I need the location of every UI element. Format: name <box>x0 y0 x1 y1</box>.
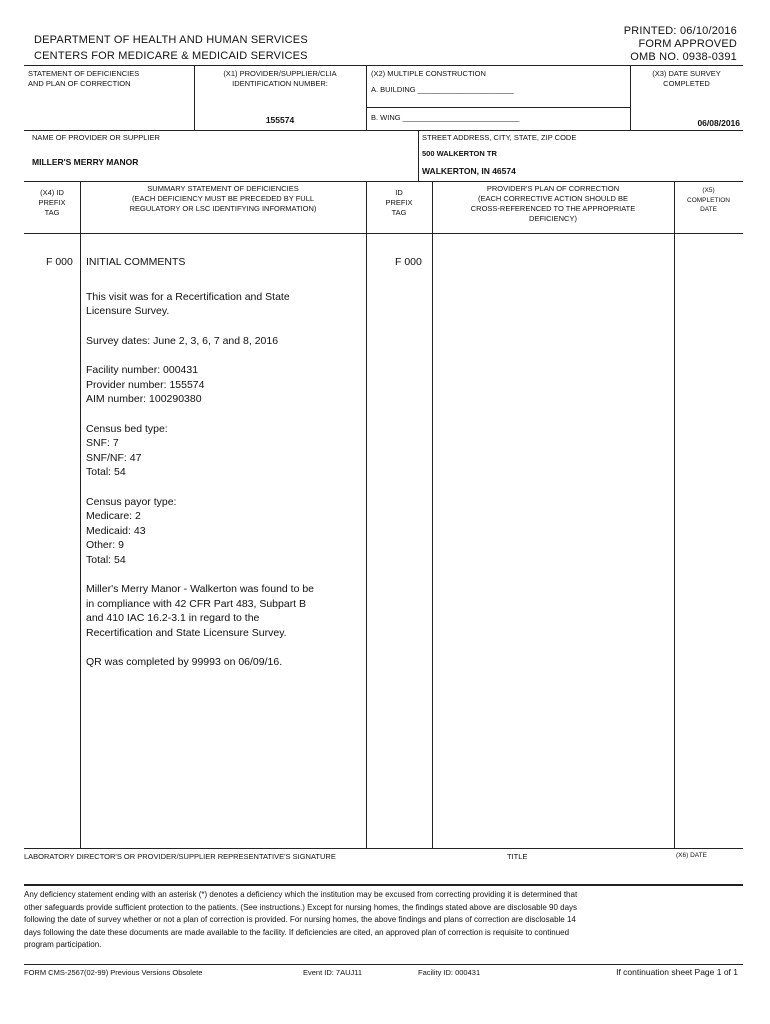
text-line: Any deficiency statement ending with an asterisk (*) denotes a deficiency which the institution may be excused from correcting providing it is determined that <box>24 890 578 899</box>
rule-col-x4 <box>80 181 81 848</box>
x4-header-line-3: TAG <box>44 208 60 217</box>
x2-wing: B. WING ____________________________ <box>371 113 520 122</box>
paragraph-facility-numbers <box>86 363 362 407</box>
street-address-label: STREET ADDRESS, CITY, STATE, ZIP CODE <box>422 133 577 142</box>
initial-comments-heading: INITIAL COMMENTS <box>86 256 186 268</box>
summary-header-line-1: SUMMARY STATEMENT OF DEFICIENCIES <box>147 184 299 193</box>
disclosure-note <box>24 889 754 952</box>
id-column-header <box>366 188 432 218</box>
text-line: QR was completed by 99993 on 06/09/16. <box>86 656 283 668</box>
text-line: program participation. <box>24 940 102 949</box>
rule-columns <box>24 181 743 182</box>
printed-date: PRINTED: 06/10/2016 <box>623 25 737 37</box>
text-line: Medicare: 2 <box>86 510 141 522</box>
paragraph-qr <box>86 655 362 670</box>
plan-header-line-4: DEFICIENCY) <box>529 214 577 223</box>
plan-header-line-1: PROVIDER'S PLAN OF CORRECTION <box>486 184 620 193</box>
text-line: and 410 IAC 16.2-3.1 in regard to the <box>86 612 260 624</box>
rule-signature-bottom <box>24 884 743 886</box>
facility-id: Facility ID: 000431 <box>418 968 481 977</box>
street-address-line-2: WALKERTON, IN 46574 <box>422 166 516 176</box>
statement-label <box>28 69 139 89</box>
id-header-line-1: ID <box>395 188 403 197</box>
summary-header-line-2: (EACH DEFICIENCY MUST BE PRECEDED BY FULL <box>131 194 315 203</box>
provider-name-label: NAME OF PROVIDER OR SUPPLIER <box>32 133 160 142</box>
paragraph-visit <box>86 290 362 319</box>
rule-footer <box>24 964 743 965</box>
x4-header-line-2: PREFIX <box>38 198 66 207</box>
x1-label-line-2: IDENTIFICATION NUMBER: <box>232 79 328 88</box>
x1-label-line-1: (X1) PROVIDER/SUPPLIER/CLIA <box>223 69 337 78</box>
provider-name-value: MILLER'S MERRY MANOR <box>32 157 139 167</box>
deficiency-summary <box>86 255 362 685</box>
provider-number-value: 155574 <box>265 115 295 125</box>
survey-completed-date: 06/08/2016 <box>697 118 740 128</box>
agency-line-1: DEPARTMENT OF HEALTH AND HUMAN SERVICES <box>34 34 308 46</box>
rule-x2-mid <box>366 107 630 108</box>
x5-header-line-3: DATE <box>700 206 717 213</box>
rule-provider <box>24 130 743 131</box>
id-header-line-3: TAG <box>391 208 407 217</box>
paragraph-census-bed-type <box>86 422 362 480</box>
text-line: AIM number: 100290380 <box>86 393 202 405</box>
text-line: Total: 54 <box>86 466 126 478</box>
text-line: Census payor type: <box>86 495 177 508</box>
plan-column-header <box>432 184 674 224</box>
x1-label <box>194 69 366 89</box>
rule-top <box>24 65 743 66</box>
statement-label-line-2: AND PLAN OF CORRECTION <box>28 79 131 88</box>
form-approved: FORM APPROVED <box>638 38 737 50</box>
statement-label-line-1: STATEMENT OF DEFICIENCIES <box>28 69 140 78</box>
text-line: Recertification and State Licensure Survey. <box>86 626 287 639</box>
x3-label-line-1: (X3) DATE SURVEY <box>652 69 721 78</box>
x3-label-line-2: COMPLETED <box>663 79 710 88</box>
text-line: other safeguards provide sufficient protection to the patients. (See instructions.) Except for nursing homes, the findings stated above are disclosable 90 days <box>24 902 578 912</box>
text-line: in compliance with 42 CFR Part 483, Subpart B <box>86 597 307 610</box>
street-address-line-1: 500 WALKERTON TR <box>422 149 497 158</box>
rule-x2-left <box>366 65 367 130</box>
text-line: Medicaid: 43 <box>86 524 146 537</box>
x2-building: A. BUILDING _______________________ <box>371 85 514 94</box>
x3-label <box>630 69 743 89</box>
agency-line-2: CENTERS FOR MEDICARE & MEDICAID SERVICES <box>34 50 308 62</box>
continuation-page: If continuation sheet Page 1 of 1 <box>616 967 738 977</box>
rule-col-id <box>432 181 433 848</box>
omb-number: OMB NO. 0938-0391 <box>630 51 737 63</box>
text-line: Census bed type: <box>86 422 168 435</box>
x5-header-line-1: (X5) <box>702 187 715 194</box>
text-line: Licensure Survey. <box>86 305 170 317</box>
signature-label: LABORATORY DIRECTOR'S OR PROVIDER/SUPPLIER REPRESENTATIVE'S SIGNATURE <box>24 852 336 861</box>
x2-label: (X2) MULTIPLE CONSTRUCTION <box>371 69 486 78</box>
text-line: Total: 54 <box>86 553 126 566</box>
paragraph-compliance <box>86 582 362 640</box>
text-line: Survey dates: June 2, 3, 6, 7 and 8, 2016 <box>86 334 279 347</box>
rule-col-plan <box>674 181 675 848</box>
rule-content <box>24 233 743 234</box>
text-line: days following the date these documents are made available to the facility. If deficiencies are cited, an approved plan of correction is requisite to continued <box>24 927 570 937</box>
x5-column-header <box>674 186 743 215</box>
x4-column-header <box>24 188 80 218</box>
paragraph-census-payor-type <box>86 495 362 568</box>
form-number: FORM CMS-2567(02-99) Previous Versions Obsolete <box>24 968 203 977</box>
signature-date-label: (X6) DATE <box>676 852 707 859</box>
title-label: TITLE <box>507 852 528 861</box>
text-line: SNF/NF: 47 <box>86 451 142 464</box>
prefix-tag-right: F 000 <box>395 256 422 268</box>
summary-header-line-3: REGULATORY OR LSC IDENTIFYING INFORMATION) <box>129 204 317 213</box>
text-line: This visit was for a Recertification and State <box>86 290 290 303</box>
summary-column-header <box>80 184 366 214</box>
id-header-line-2: PREFIX <box>385 198 413 207</box>
text-line: Provider number: 155574 <box>86 378 205 391</box>
rule-signature <box>24 848 743 849</box>
text-line: Miller's Merry Manor - Walkerton was found to be <box>86 583 315 595</box>
rule-col-summary <box>366 181 367 848</box>
text-line: Facility number: 000431 <box>86 364 199 376</box>
rule-address-left <box>418 130 419 181</box>
text-line: following the date of survey whether or not a plan of correction is provided. For nursing homes, the above findings and plans of correction are disclosable 14 <box>24 915 576 924</box>
text-line: Other: 9 <box>86 539 124 551</box>
event-id: Event ID: 7AUJ11 <box>303 968 363 977</box>
prefix-tag-left: F 000 <box>46 256 73 268</box>
paragraph-survey-dates <box>86 334 362 349</box>
text-line: SNF: 7 <box>86 437 119 449</box>
plan-header-line-3: CROSS-REFERENCED TO THE APPROPRIATE <box>470 204 636 213</box>
x5-header-line-2: COMPLETION <box>687 196 730 204</box>
x4-header-line-1: (X4) ID <box>40 188 64 197</box>
plan-header-line-2: (EACH CORRECTIVE ACTION SHOULD BE <box>477 194 629 203</box>
